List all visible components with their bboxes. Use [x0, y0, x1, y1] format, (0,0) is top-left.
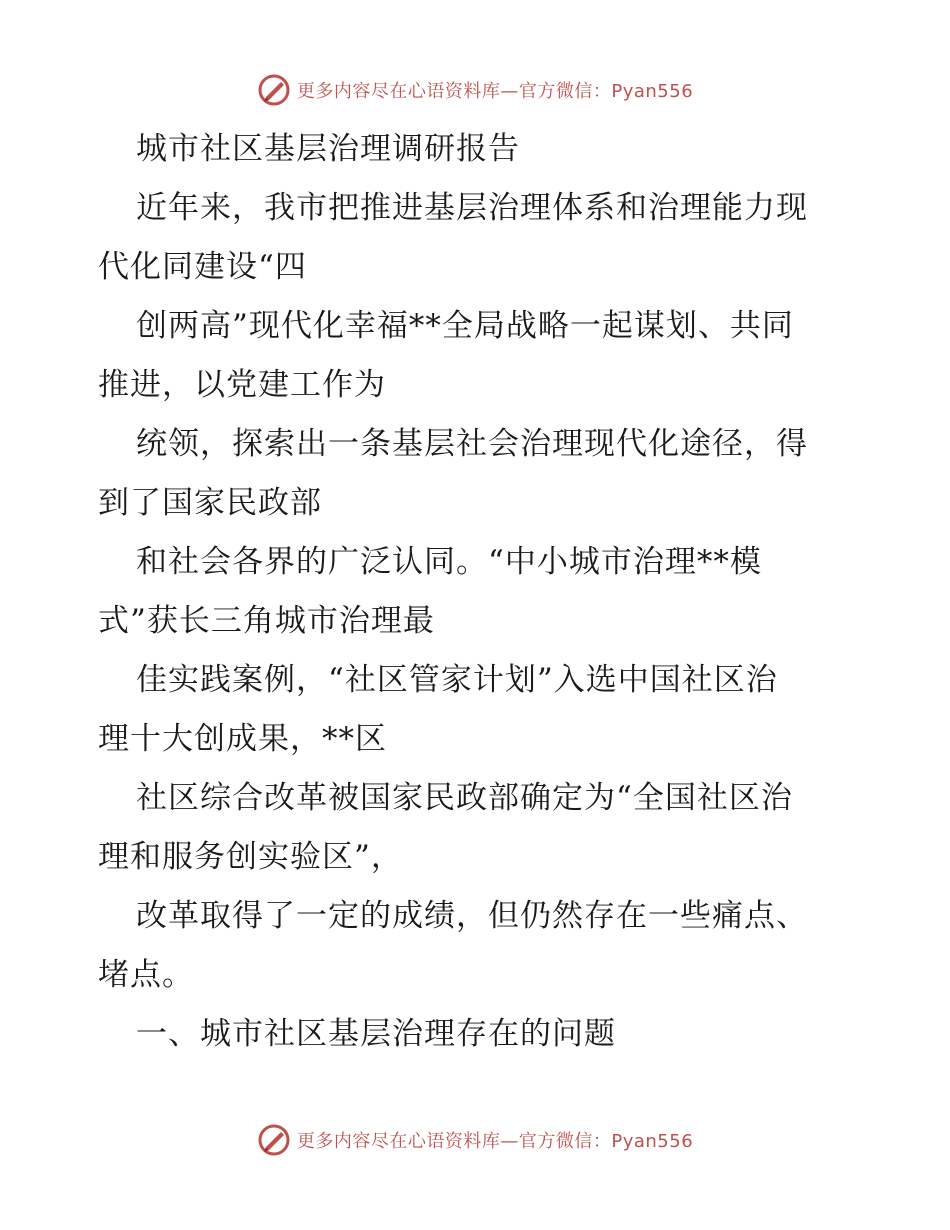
watermark-text: 更多内容尽在心语资料库—官方微信：Pyan556	[296, 81, 694, 102]
paragraph-line: 改革取得了一定的成绩，但仍然存在一些痛点、	[136, 898, 808, 934]
footer-watermark	[0, 1120, 950, 1160]
paragraph-line: 创两高”现代化幸福**全局战略一起谋划、共同	[136, 308, 794, 344]
pen-logo-icon	[257, 73, 291, 107]
paragraph-line: 式”获长三角城市治理最	[98, 603, 435, 639]
pen-logo-icon	[257, 1123, 291, 1157]
watermark-text: 更多内容尽在心语资料库—官方微信：Pyan556	[296, 1131, 694, 1152]
document-title: 城市社区基层治理调研报告	[136, 131, 520, 167]
paragraph-line: 代化同建设“四	[98, 249, 307, 285]
paragraph-line: 堵点。	[98, 957, 194, 993]
header-watermark	[0, 70, 950, 110]
paragraph-line: 近年来，我市把推进基层治理体系和治理能力现	[136, 190, 808, 226]
paragraph-line: 一、城市社区基层治理存在的问题	[136, 1016, 616, 1052]
paragraph-line: 推进，以党建工作为	[98, 367, 386, 403]
paragraph-line: 理和服务创实验区”，	[98, 839, 403, 875]
paragraph-line: 和社会各界的广泛认同。“中小城市治理**模	[136, 544, 762, 580]
paragraph-line: 到了国家民政部	[98, 485, 322, 521]
document-body	[98, 120, 858, 1064]
paragraph-line: 理十大创成果，**区	[98, 721, 387, 757]
paragraph-line: 佳实践案例，“社区管家计划”入选中国社区治	[136, 662, 778, 698]
paragraph-line: 统领，探索出一条基层社会治理现代化途径，得	[136, 426, 808, 462]
paragraph-line: 社区综合改革被国家民政部确定为“全国社区治	[136, 780, 793, 816]
